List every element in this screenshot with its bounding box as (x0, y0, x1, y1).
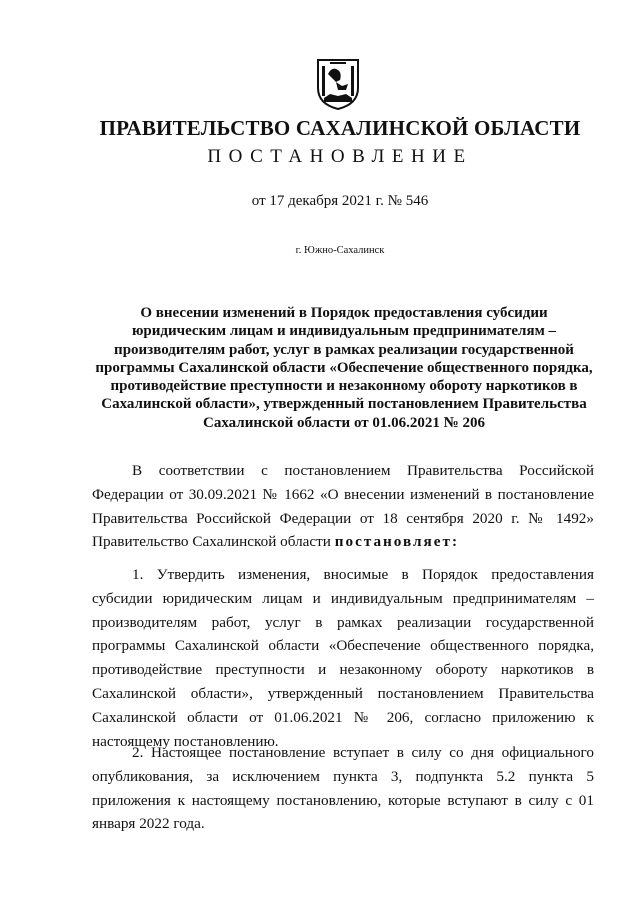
document-type: ПОСТАНОВЛЕНИЕ (207, 146, 473, 167)
item-2-paragraph (92, 741, 594, 836)
item-1-paragraph (92, 563, 594, 753)
government-title: ПРАВИТЕЛЬСТВО САХАЛИНСКОЙ ОБЛАСТИ (99, 116, 581, 140)
preamble-paragraph (92, 459, 594, 554)
document-subject: О внесении изменений в Порядок предоставления субсидии юридическим лицам и индивидуальным предпринимателям – производителям работ, услуг в рамках реализации государственной программы Сахалинской области «Обеспечение общественного порядка, противодействие преступности и незаконному обороту наркотиков в Сахалинской области», утвержденный постановлением Правительства Сахалинской области от 01.06.2021 № 206 (95, 305, 593, 431)
item-2-text: 2. Настоящее постановление вступает в силу со дня официального опубликования, за исключением пункта 3, подпункта 5.2 пункта 5 приложения к настоящему постановлению, которые вступают в силу с 01 января 2022 года. (92, 744, 594, 833)
preamble-verb: постановляет: (334, 533, 460, 551)
document-date-number: от 17 декабря 2021 г. № 546 (251, 193, 429, 209)
preamble-text: В соответствии с постановлением Правительства Российской Федерации от 30.09.2021 № 1662 «О внесении изменений в постановление Правительства Российской Федерации от 18 сентября 2020 г. № 1492» Правительство Сахалинской области (92, 462, 594, 551)
item-1-text: 1. Утвердить изменения, вносимые в Порядок предоставления субсидии юридическим лицам и индивидуальным предпринимателям – производителям работ, услуг в рамках реализации государственной программы Сахалинской области «Обеспечение общественного порядка, противодействие преступности и незаконному обороту наркотиков в Сахалинской области», утвержденный постановлением Правительства Сахалинской области от 01.06.2021 № 206, согласно приложению к настоящему постановлению. (92, 566, 594, 750)
coat-of-arms-icon (316, 58, 360, 110)
document-city: г. Южно-Сахалинск (295, 245, 385, 256)
